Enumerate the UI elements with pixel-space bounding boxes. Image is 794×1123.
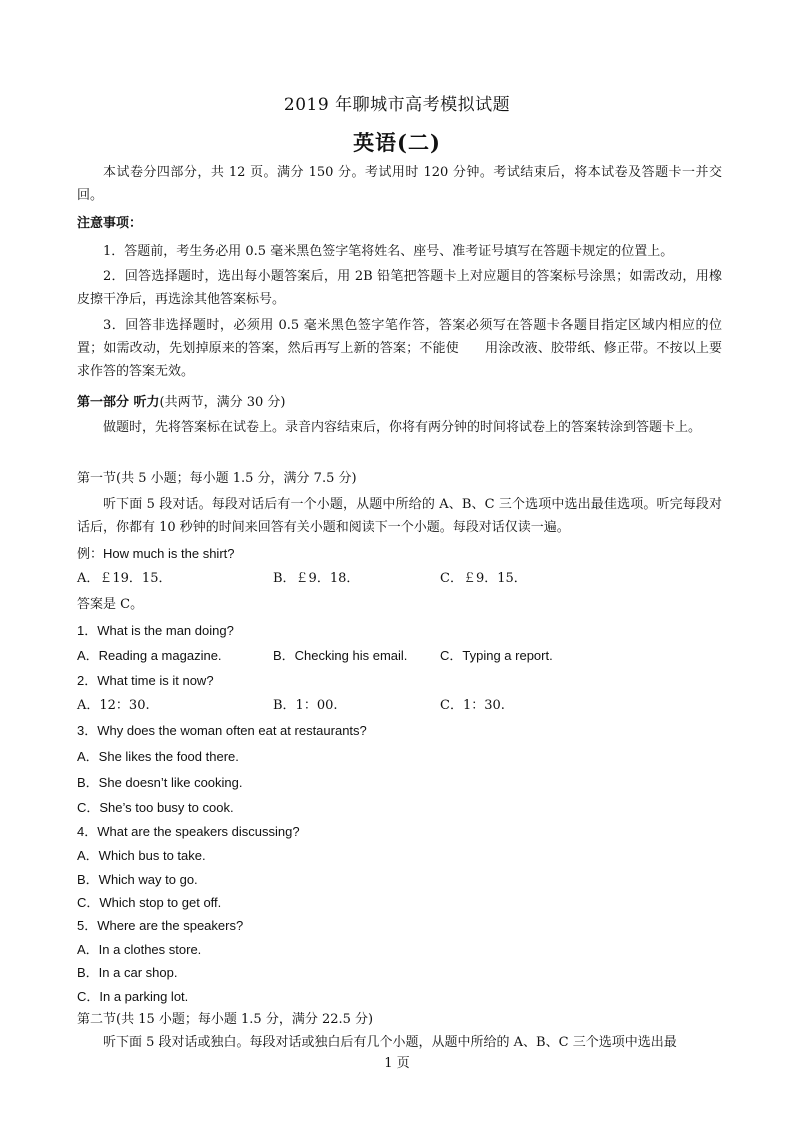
q1-option-b: B．Checking his email. [273, 648, 408, 663]
example-option-a: A．￡19．15． [77, 571, 172, 586]
part1-heading [77, 392, 722, 414]
section1-instruction: 听下面 5 段对话。每段对话后有一个小题，从题中所给的 A、B、C 三个选项中选出最佳选项。听完每段对话后，你都有 10 秒钟的时间来回答有关小题和阅读下一个小题。每段对话仅读一遍。 [77, 497, 722, 535]
question-2-options [77, 695, 722, 717]
notes-heading: 注意事项： [77, 216, 143, 231]
q2-option-c: C．1：30. [440, 698, 505, 713]
question-3: 3．Why does the woman often eat at restaurants? [77, 723, 367, 738]
page-number: 1 页 [384, 1056, 410, 1071]
part1-instruction: 做题时，先将答案标在试卷上。录音内容结束后，你将有两分钟的时间将试卷上的答案转涂到答题卡上。 [103, 420, 702, 435]
question-1-options [77, 645, 722, 667]
note-item-2: 2．回答选择题时，选出每小题答案后，用 2B 铅笔把答题卡上对应题目的答案标号涂黑；如需改动，用橡皮擦干净后，再选涂其他答案标号。 [77, 269, 722, 307]
example-question: 例：How much is the shirt? [77, 546, 235, 561]
question-1: 1．What is the man doing? [77, 623, 234, 638]
q4-option-c: C．Which stop to get off. [77, 895, 222, 910]
example-option-c: C．￡9．15． [440, 571, 527, 586]
question-2: 2．What time is it now? [77, 673, 214, 688]
q3-option-c: C．She’s too busy to cook. [77, 800, 234, 815]
example-options [77, 568, 722, 590]
q5-option-c: C．In a parking lot. [77, 989, 189, 1004]
q1-option-c: C．Typing a report. [440, 648, 553, 663]
q3-option-a: A．She likes the food there. [77, 749, 239, 764]
q1-option-a: A．Reading a magazine. [77, 648, 222, 663]
exam-title: 2019 年聊城市高考模拟试题 [283, 95, 511, 115]
section2-instruction: 听下面 5 段对话或独白。每段对话或独白后有几个小题，从题中所给的 A、B、C 三个选项中选出最 [103, 1035, 677, 1050]
q5-option-b: B．In a car shop. [77, 965, 178, 980]
q4-option-a: A．Which bus to take. [77, 848, 206, 863]
exam-subtitle: 英语(二) [353, 130, 441, 155]
section1-heading: 第一节(共 5 小题；每小题 1.5 分，满分 7.5 分) [77, 471, 357, 486]
q5-option-a: A．In a clothes store. [77, 942, 202, 957]
part1-heading-bold: 第一部分 听力 [77, 395, 160, 410]
part1-heading-rest: (共两节，满分 30 分) [159, 395, 286, 410]
question-5: 5．Where are the speakers? [77, 918, 244, 933]
note-item-1: 1．答题前，考生务必用 0.5 毫米黑色签字笔将姓名、座号、准考证号填写在答题卡规定的位置上。 [103, 244, 674, 259]
q2-option-b: B．1：00. [273, 698, 338, 713]
question-4: 4．What are the speakers discussing? [77, 824, 300, 839]
section2-heading: 第二节(共 15 小题；每小题 1.5 分，满分 22.5 分) [77, 1012, 374, 1027]
q4-option-b: B．Which way to go. [77, 872, 198, 887]
q3-option-b: B．She doesn’t like cooking. [77, 775, 243, 790]
intro-paragraph: 本试卷分四部分，共 12 页。满分 150 分。考试用时 120 分钟。考试结束后，将本试卷及答题卡一并交回。 [77, 165, 722, 203]
q2-option-a: A．12：30. [77, 698, 150, 713]
example-option-b: B．￡9．18． [273, 571, 360, 586]
example-answer: 答案是 C。 [77, 597, 144, 612]
note-item-3: 3．回答非选择题时，必须用 0.5 毫米黑色签字笔作答，答案必须写在答题卡各题目指定区域内相应的位置；如需改动，先划掉原来的答案，然后再写上新的答案；不能使 用涂改液、胶带纸、修正带。不按以上要求作答的答案无效。 [77, 318, 722, 379]
